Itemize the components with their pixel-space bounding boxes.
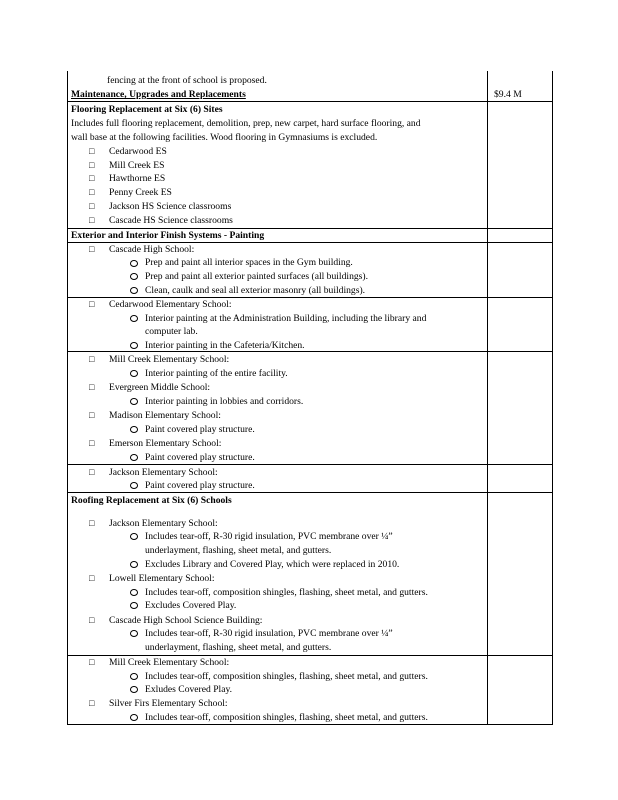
square-bullet-icon: □ [89,187,95,197]
square-bullet-icon: □ [89,698,95,708]
square-bullet-icon: □ [89,657,95,667]
task-item: Interior painting of the entire facility. [145,368,288,379]
school-name: Silver Firs Elementary School: [109,698,228,709]
row-divider [67,101,553,102]
school-name: Mill Creek Elementary School: [109,657,230,668]
site-item: Cascade HS Science classrooms [109,215,233,226]
school-name: Cascade High School Science Building: [109,615,263,626]
task-item: Interior painting at the Administration Building, including the library and [145,313,427,324]
circle-bullet-icon [130,673,138,680]
top-note: fencing at the front of school is proposed. [107,75,267,86]
flooring-description: wall base at the following facilities. Wood flooring in Gymnasiums is excluded. [71,132,378,143]
task-item: Clean, caulk and seal all exterior masonry (all buildings). [145,285,366,296]
task-item: Includes tear-off, R-30 rigid insulation, PVC membrane over ¼” [145,531,393,542]
row-divider [67,492,553,493]
square-bullet-icon: □ [89,173,95,183]
task-item: Paint covered play structure. [145,424,255,435]
school-name: Madison Elementary School: [109,410,221,421]
task-item: Includes tear-off, composition shingles, flashing, sheet metal, and gutters. [145,712,428,723]
task-item: Paint covered play structure. [145,480,255,491]
site-item: Jackson HS Science classrooms [109,201,232,212]
square-bullet-icon: □ [89,244,95,254]
table-border-right [552,71,553,725]
task-item: Interior painting in lobbies and corridors. [145,396,304,407]
circle-bullet-icon [130,426,138,433]
square-bullet-icon: □ [89,438,95,448]
task-item: Includes tear-off, composition shingles, flashing, sheet metal, and gutters. [145,671,428,682]
square-bullet-icon: □ [89,354,95,364]
circle-bullet-icon [130,454,138,461]
task-item: computer lab. [145,326,198,337]
circle-bullet-icon [130,630,138,637]
school-name: Cascade High School: [109,244,195,255]
school-name: Lowell Elementary School: [109,573,215,584]
school-name: Evergreen Middle School: [109,382,211,393]
circle-bullet-icon [130,561,138,568]
square-bullet-icon: □ [89,201,95,211]
task-item: Interior painting in the Cafeteria/Kitchen. [145,340,305,351]
site-item: Cedarwood ES [109,146,167,157]
school-name: Emerson Elementary School: [109,438,222,449]
square-bullet-icon: □ [89,518,95,528]
circle-bullet-icon [130,482,138,489]
task-item: underlayment, flashing, sheet metal, and gutters. [145,545,332,556]
table-column-divider [487,71,488,725]
painting-title: Exterior and Interior Finish Systems - Painting [71,230,265,241]
square-bullet-icon: □ [89,160,95,170]
site-item: Penny Creek ES [109,187,172,198]
circle-bullet-icon [130,342,138,349]
school-name: Jackson Elementary School: [109,518,218,529]
task-item: Prep and paint all exterior painted surfaces (all buildings). [145,271,368,282]
task-item: Exludes Covered Play. [145,684,233,695]
row-divider [67,464,553,465]
square-bullet-icon: □ [89,215,95,225]
square-bullet-icon: □ [89,410,95,420]
section-cost: $9.4 M [494,89,522,100]
circle-bullet-icon [130,589,138,596]
circle-bullet-icon [130,260,138,267]
circle-bullet-icon [130,273,138,280]
roofing-title: Roofing Replacement at Six (6) Schools [71,495,232,506]
square-bullet-icon: □ [89,467,95,477]
square-bullet-icon: □ [89,299,95,309]
circle-bullet-icon [130,370,138,377]
task-item: Paint covered play structure. [145,452,255,463]
square-bullet-icon: □ [89,573,95,583]
circle-bullet-icon [130,287,138,294]
circle-bullet-icon [130,315,138,322]
flooring-title: Flooring Replacement at Six (6) Sites [71,104,223,115]
task-item: Prep and paint all interior spaces in the Gym building. [145,257,353,268]
school-name: Jackson Elementary School: [109,467,218,478]
task-item: Includes tear-off, R-30 rigid insulation, PVC membrane over ¼” [145,628,393,639]
circle-bullet-icon [130,398,138,405]
site-item: Mill Creek ES [109,160,165,171]
square-bullet-icon: □ [89,615,95,625]
task-item: Includes tear-off, composition shingles, flashing, sheet metal, and gutters. [145,587,428,598]
task-item: Excludes Library and Covered Play, which were replaced in 2010. [145,559,400,570]
row-divider [67,351,553,352]
circle-bullet-icon [130,533,138,540]
school-name: Cedarwood Elementary School: [109,299,232,310]
square-bullet-icon: □ [89,146,95,156]
table-border-bottom [67,724,553,725]
circle-bullet-icon [130,714,138,721]
circle-bullet-icon [130,686,138,693]
task-item: underlayment, flashing, sheet metal, and gutters. [145,642,332,653]
section-title: Maintenance, Upgrades and Replacements [71,89,246,100]
flooring-description: Includes full flooring replacement, demolition, prep, new carpet, hard surface flooring, and [71,118,421,129]
school-name: Mill Creek Elementary School: [109,354,230,365]
square-bullet-icon: □ [89,382,95,392]
task-item: Excludes Covered Play. [145,600,237,611]
table-border-left [67,71,68,725]
circle-bullet-icon [130,602,138,609]
site-item: Hawthorne ES [109,173,166,184]
